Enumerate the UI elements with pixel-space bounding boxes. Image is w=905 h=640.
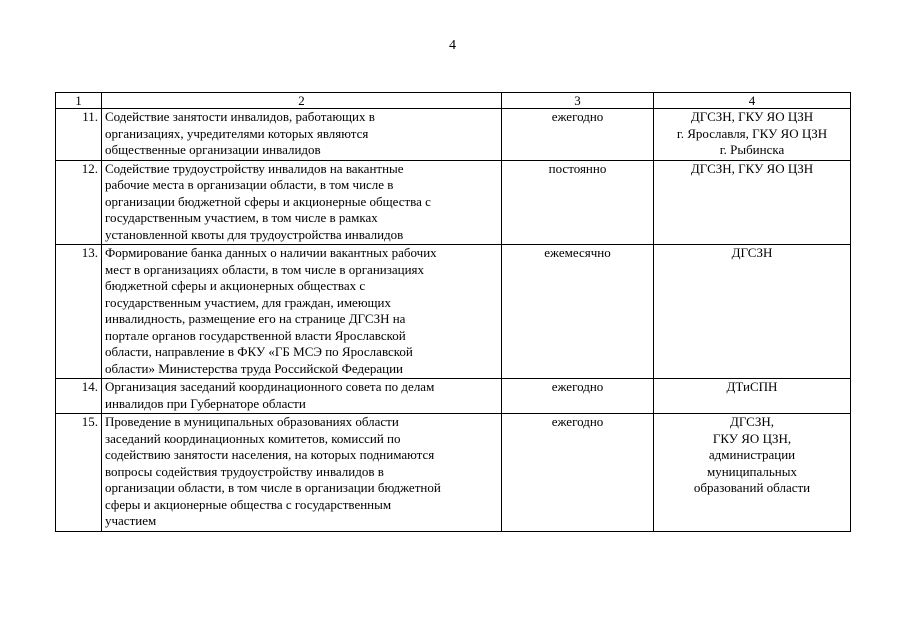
column-header-2: 2: [102, 93, 502, 109]
period-cell: ежегодно: [502, 109, 654, 161]
activity-cell: [102, 109, 502, 161]
activity-line: государственным участием, для граждан, имеющих: [105, 294, 392, 310]
activity-line: сферы и акционерные общества с государственным: [105, 496, 392, 512]
activity-line: области» Министерства труда Российской Федерации: [105, 360, 403, 376]
row-number: 15.: [56, 414, 102, 532]
period-cell: ежегодно: [502, 379, 654, 414]
executor-cell: [654, 109, 851, 161]
activity-line: государственным участием, в том числе в рамках: [105, 210, 378, 225]
activity-line: рабочие места в организации области, в том числе в: [105, 177, 394, 192]
activity-cell: [102, 379, 502, 414]
activity-cell: [102, 414, 502, 532]
executor-line: г. Рыбинска: [719, 142, 785, 157]
column-header-1: 1: [56, 93, 102, 109]
activity-line: инвалидность, размещение его на странице ДГСЗН на: [105, 311, 406, 326]
activity-line: заседаний координационных комитетов, комиссий по: [105, 430, 401, 446]
table-header-row: [56, 93, 851, 109]
table-row: [56, 379, 851, 414]
activity-line: Организация заседаний координационного совета по делам: [105, 379, 435, 394]
activity-line: инвалидов при Губернаторе области: [105, 395, 306, 411]
executor-cell: [654, 414, 851, 532]
executor-line: образований области: [693, 480, 811, 495]
activity-line: мест в организациях области, в том числе в организациях: [105, 261, 425, 277]
column-header-4: 4: [654, 93, 851, 109]
executor-line: ГКУ ЯО ЦЗН,: [712, 430, 792, 446]
executor-line: ДГСЗН,: [729, 414, 775, 429]
table-row: [56, 160, 851, 245]
activity-line: участием: [105, 513, 157, 528]
executor-line: ДГСЗН, ГКУ ЯО ЦЗН: [690, 160, 814, 176]
activity-line: общественные организации инвалидов: [105, 142, 321, 157]
activity-line: области, направление в ФКУ «ГБ МСЭ по Ярославской: [105, 344, 413, 359]
activity-line: установленной квоты для трудоустройства инвалидов: [105, 226, 404, 242]
table-row: [56, 109, 851, 161]
activity-line: Содействие трудоустройству инвалидов на вакантные: [105, 160, 404, 176]
row-number: 13.: [56, 245, 102, 379]
activity-line: содействию занятости населения, на которых поднимаются: [105, 447, 435, 462]
executor-line: администрации: [708, 447, 796, 462]
executor-cell: [654, 245, 851, 379]
activity-line: бюджетной сферы и акционерных обществах с: [105, 278, 366, 293]
table-row: [56, 245, 851, 379]
period-cell: ежегодно: [502, 414, 654, 532]
column-header-3: 3: [502, 93, 654, 109]
executor-line: ДГСЗН: [731, 245, 773, 260]
activity-cell: [102, 160, 502, 245]
activity-cell: [102, 245, 502, 379]
row-number: 14.: [56, 379, 102, 414]
row-number: 11.: [56, 109, 102, 161]
activity-line: организации области, в том числе в организации бюджетной: [105, 480, 441, 495]
executor-cell: [654, 379, 851, 414]
executor-line: ДТиСПН: [726, 379, 778, 394]
executor-cell: [654, 160, 851, 245]
row-number: 12.: [56, 160, 102, 245]
activity-line: Проведение в муниципальных образованиях области: [105, 414, 399, 429]
executor-line: г. Ярославля, ГКУ ЯО ЦЗН: [676, 125, 828, 141]
activity-line: организации бюджетной сферы и акционерные общества с: [105, 193, 431, 209]
activity-line: вопросы содействия трудоустройству инвалидов в: [105, 463, 384, 479]
activity-line: Содействие занятости инвалидов, работающих в: [105, 109, 375, 124]
executor-line: ДГСЗН, ГКУ ЯО ЦЗН: [690, 109, 814, 124]
page-number: 4: [449, 38, 456, 53]
table-row: [56, 414, 851, 532]
executor-line: муниципальных: [706, 463, 797, 479]
period-cell: постоянно: [502, 160, 654, 245]
activity-line: портале органов государственной власти Ярославской: [105, 327, 406, 343]
period-cell: ежемесячно: [502, 245, 654, 379]
activity-line: Формирование банка данных о наличии вакантных рабочих: [105, 245, 437, 260]
activities-table: [55, 92, 851, 532]
activity-line: организациях, учредителями которых являются: [105, 125, 369, 141]
